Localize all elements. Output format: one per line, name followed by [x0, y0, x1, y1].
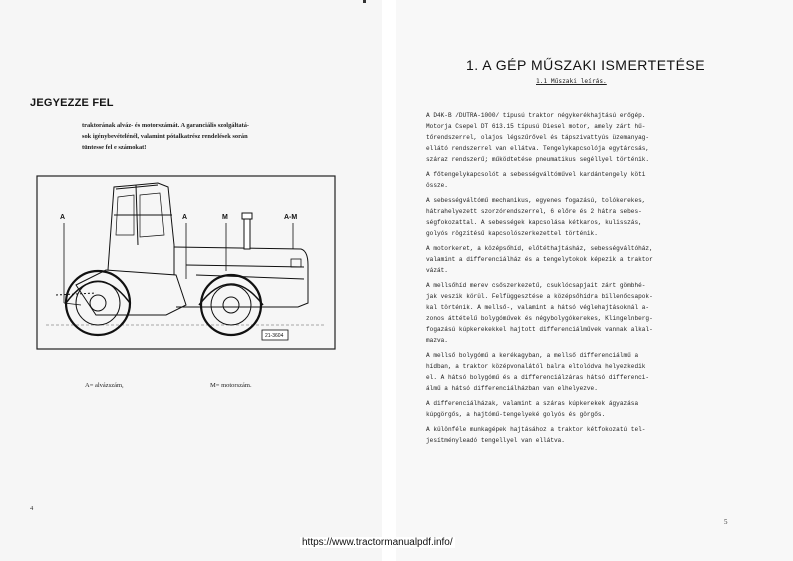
- body-line: A főtengelykapcsolót a sebességváltóművel kardántengely köti: [426, 171, 646, 178]
- body-line: golyós rögzítésű kapcsolószerkezettel történik.: [426, 230, 598, 237]
- instructions-line: traktorának alváz- és motorszámát. A garanciális szolgáltatá-: [82, 122, 250, 129]
- body-line: ségfokozattal. A sebességek kapcsolása kétkaros, kulisszás,: [426, 219, 642, 226]
- chapter-title: 1. A GÉP MŰSZAKI ISMERTETÉSE: [466, 57, 706, 73]
- body-paragraph: [426, 169, 741, 191]
- left-page-heading: JEGYEZZE FEL: [30, 97, 114, 109]
- body-line: jesítményleadó tengellyel van ellátva.: [426, 437, 565, 444]
- body-paragraph: [426, 195, 741, 239]
- body-line: A mellső bolygómű a kerékagyban, a mellső differenciálmű a: [426, 352, 639, 359]
- body-line: álmű a hátsó differenciálházban van elhelyezve.: [426, 385, 598, 392]
- tractor-diagram: [36, 175, 336, 350]
- rear-wheel: [66, 271, 130, 335]
- label-a-left: A: [60, 214, 66, 221]
- body-paragraph: [426, 350, 741, 394]
- caption-engine-number: M= motorszám.: [210, 382, 252, 389]
- body-paragraph: [426, 280, 741, 346]
- body-line: valamint a differenciálház és a tengelytokok képezik a traktor: [426, 256, 653, 263]
- front-wheel: [199, 275, 263, 335]
- body-line: száraz rendszerű; működtetése pneumatikus segéllyel történik.: [426, 156, 650, 163]
- body-line: A mellsőhíd merev csőszerkezetű, csuklócsapjait zárt gömbhé-: [426, 282, 646, 289]
- page-number-left: 4: [30, 505, 34, 512]
- page-gutter: [382, 0, 396, 561]
- body-line: zonos áttételű bolygóművek és négybolygókerekes, Klingelnberg-: [426, 315, 653, 322]
- body-line: fogazású kúpkerekekkel hajtott differenciálművek vannak alkal-: [426, 326, 653, 333]
- body-line: Motorja Csepel DT 613.15 típusú Diesel motor, amely zárt hű-: [426, 123, 646, 130]
- body-line: A sebességváltómű mechanikus, egyenes fogazású, tolókerekes,: [426, 197, 646, 204]
- body-line: jak veszik körül. Felfüggesztése a középsőhídra billenőcsapok-: [426, 293, 653, 300]
- body-paragraph: [426, 398, 741, 420]
- section-subtitle: 1.1 Műszaki leírás.: [536, 78, 607, 85]
- body-line: tőrendszerrel, olajos légszűrővel és tápszivattyús üzemanyag-: [426, 134, 650, 141]
- body-line: el. A hátsó bolygómű és a differenciálzáras hátsó differenci-: [426, 374, 650, 381]
- body-line: A differenciálházak, valamint a száras kúpkerekek ágyazása: [426, 400, 639, 407]
- instructions-line: sok igénybevételénél, valamint pótalkatrész rendelések során: [82, 133, 248, 140]
- label-a-mid: A: [182, 214, 188, 221]
- tractor-hood: [174, 213, 308, 307]
- page-number-right: 5: [724, 518, 728, 526]
- body-line: A D4K-B /DUTRA-1000/ típusú traktor négykerékhajtású erőgép.: [426, 112, 646, 119]
- body-paragraph: [426, 243, 741, 276]
- body-line: hídban, a traktor középvonalától balra eltolódva helyezkedik: [426, 363, 646, 370]
- caption-chassis-number: A= alvázszám,: [85, 382, 124, 389]
- body-line: mazva.: [426, 337, 448, 344]
- instructions-text: [82, 120, 332, 153]
- body-line: kúpgörgős, a hajtómű-tengelyeké golyós és görgős.: [426, 411, 606, 418]
- left-page: [0, 0, 382, 561]
- body-line: ellátó rendszerrel van ellátva. Tengelykapcsolója egytárcsás,: [426, 145, 650, 152]
- tractor-cab: [108, 183, 174, 275]
- source-url-link[interactable]: https://www.tractormanualpdf.info/: [302, 537, 453, 548]
- body-paragraph: [426, 110, 741, 165]
- label-m: M: [222, 214, 228, 221]
- drawing-stamp: 21-3604: [265, 333, 284, 339]
- body-line: vázát.: [426, 267, 448, 274]
- body-line: hátrahelyezett szorzórendszerrel, 6 előre és 2 hátra sebes-: [426, 208, 642, 215]
- body-line: kal történik. A mellső-, valamint a hátsó véglehajtásoknál a-: [426, 304, 650, 311]
- body-text: [426, 110, 741, 450]
- body-paragraph: [426, 424, 741, 446]
- body-line: A motorkeret, a középsőhíd, előtéthajtásház, sebességváltóház,: [426, 245, 653, 252]
- instructions-line: tüntesse fel e számokat!: [82, 144, 147, 151]
- scan-mark: [363, 0, 366, 3]
- body-line: össze.: [426, 182, 448, 189]
- label-am: A-M: [284, 214, 298, 221]
- body-line: A különféle munkagépek hajtásához a traktor kétfokozatú tel-: [426, 426, 646, 433]
